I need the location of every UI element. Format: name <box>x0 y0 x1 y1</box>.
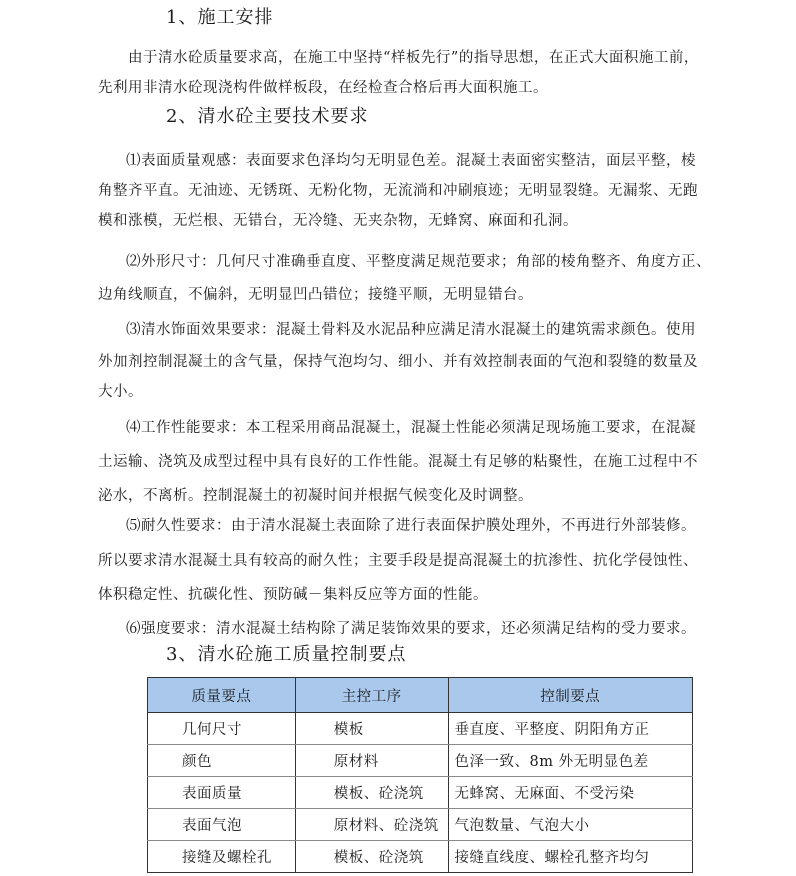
requirement-2-cont <box>98 280 744 310</box>
table-row <box>148 713 693 745</box>
table-cell: 模板、砼浇筑 <box>295 777 448 809</box>
table-cell: 几何尺寸 <box>148 713 296 745</box>
table-row <box>148 809 693 841</box>
table-cell: 气泡数量、气泡大小 <box>448 809 692 841</box>
table-row <box>148 777 693 809</box>
column-header: 质量要点 <box>148 678 296 713</box>
table-cell: 垂直度、平整度、阴阳角方正 <box>448 713 692 745</box>
text-line: 土运输、浇筑及成型过程中具有良好的工作性能。混凝土有足够的粘聚性，在施工过程中不 <box>98 454 698 470</box>
table-header-row <box>148 678 693 713</box>
requirement-3 <box>126 315 772 345</box>
section-heading-1: 1、施工安排 <box>166 7 274 28</box>
column-header: 主控工序 <box>295 678 448 713</box>
table-row <box>148 841 693 873</box>
intro-paragraph <box>128 43 774 73</box>
section-heading-3: 3、清水砼施工质量控制要点 <box>166 644 407 665</box>
table-cell: 模板、砼浇筑 <box>295 841 448 873</box>
text-line: ⑴表面质量观感：表面要求色泽均匀无明显色差。混凝土表面密实整洁，面层平整，棱 <box>126 153 696 169</box>
text-line: 角整齐平直。无油迹、无锈斑、无粉化物，无流淌和冲刷痕迹；无明显裂缝。无漏浆、无跑 <box>98 183 698 199</box>
text-line: ⑵外形尺寸：几何尺寸准确垂直度、平整度满足规范要求；角部的棱角整齐、角度方正、 <box>126 254 711 270</box>
table-cell: 颜色 <box>148 745 296 777</box>
text-line: ⑷工作性能要求：本工程采用商品混凝土，混凝土性能必须满足现场施工要求，在混凝 <box>126 420 696 436</box>
table-row <box>148 745 693 777</box>
text-line: ⑸耐久性要求：由于清水混凝土表面除了进行表面保护膜处理外，不再进行外部装修。 <box>126 518 696 534</box>
requirement-4 <box>126 413 772 443</box>
intro-paragraph-cont <box>98 73 744 103</box>
table-cell: 表面气泡 <box>148 809 296 841</box>
text-line: 先利用非清水砼现浇构件做样板段，在经检查合格后再大面积施工。 <box>98 80 548 96</box>
table-cell: 表面质量 <box>148 777 296 809</box>
text-line: ⑹强度要求：清水混凝土结构除了满足装饰效果的要求，还必须满足结构的受力要求。 <box>126 621 696 637</box>
text-line: 外加剂控制混凝土的含气量，保持气泡均匀、细小、并有效控制表面的气泡和裂缝的数量及 <box>98 354 698 370</box>
text-line: 体积稳定性、抗碳化性、预防碱－集料反应等方面的性能。 <box>98 587 488 603</box>
requirement-2 <box>126 247 772 277</box>
text-line: 泌水，不离析。控制混凝土的初凝时间并根据气候变化及时调整。 <box>98 488 533 504</box>
section-heading-2: 2、清水砼主要技术要求 <box>166 106 369 127</box>
text-line: 所以要求清水混凝土具有较高的耐久性；主要手段是提高混凝土的抗渗性、抗化学侵蚀性、 <box>98 553 698 569</box>
table-cell: 接缝及螺栓孔 <box>148 841 296 873</box>
requirement-1 <box>126 146 772 176</box>
table-cell: 原材料、砼浇筑 <box>295 809 448 841</box>
text-line: 模和涨模，无烂根、无错台，无冷缝、无夹杂物，无蜂窝、麻面和孔洞。 <box>98 213 578 229</box>
table-cell: 接缝直线度、螺栓孔整齐均匀 <box>448 841 692 873</box>
requirement-5-cont <box>98 546 744 610</box>
table-cell: 原材料 <box>295 745 448 777</box>
requirement-1-cont <box>98 176 744 236</box>
text-line: 边角线顺直，不偏斜，无明显凹凸错位；接缝平顺，无明显错台。 <box>98 287 533 303</box>
text-line: 由于清水砼质量要求高，在施工中坚持“样板先行”的指导思想，在正式大面积施工前， <box>128 50 699 66</box>
column-header: 控制要点 <box>448 678 692 713</box>
table-cell: 模板 <box>295 713 448 745</box>
table-cell: 无蜂窝、无麻面、不受污染 <box>448 777 692 809</box>
text-line: 大小。 <box>98 384 143 400</box>
table-cell: 色泽一致、8m 外无明显色差 <box>448 745 692 777</box>
requirement-5 <box>126 511 772 541</box>
text-line: ⑶清水饰面效果要求：混凝土骨料及水泥品种应满足清水混凝土的建筑需求颜色。使用 <box>126 322 696 338</box>
quality-control-table <box>147 677 693 873</box>
requirement-3-cont <box>98 347 744 407</box>
requirement-4-cont <box>98 447 744 511</box>
